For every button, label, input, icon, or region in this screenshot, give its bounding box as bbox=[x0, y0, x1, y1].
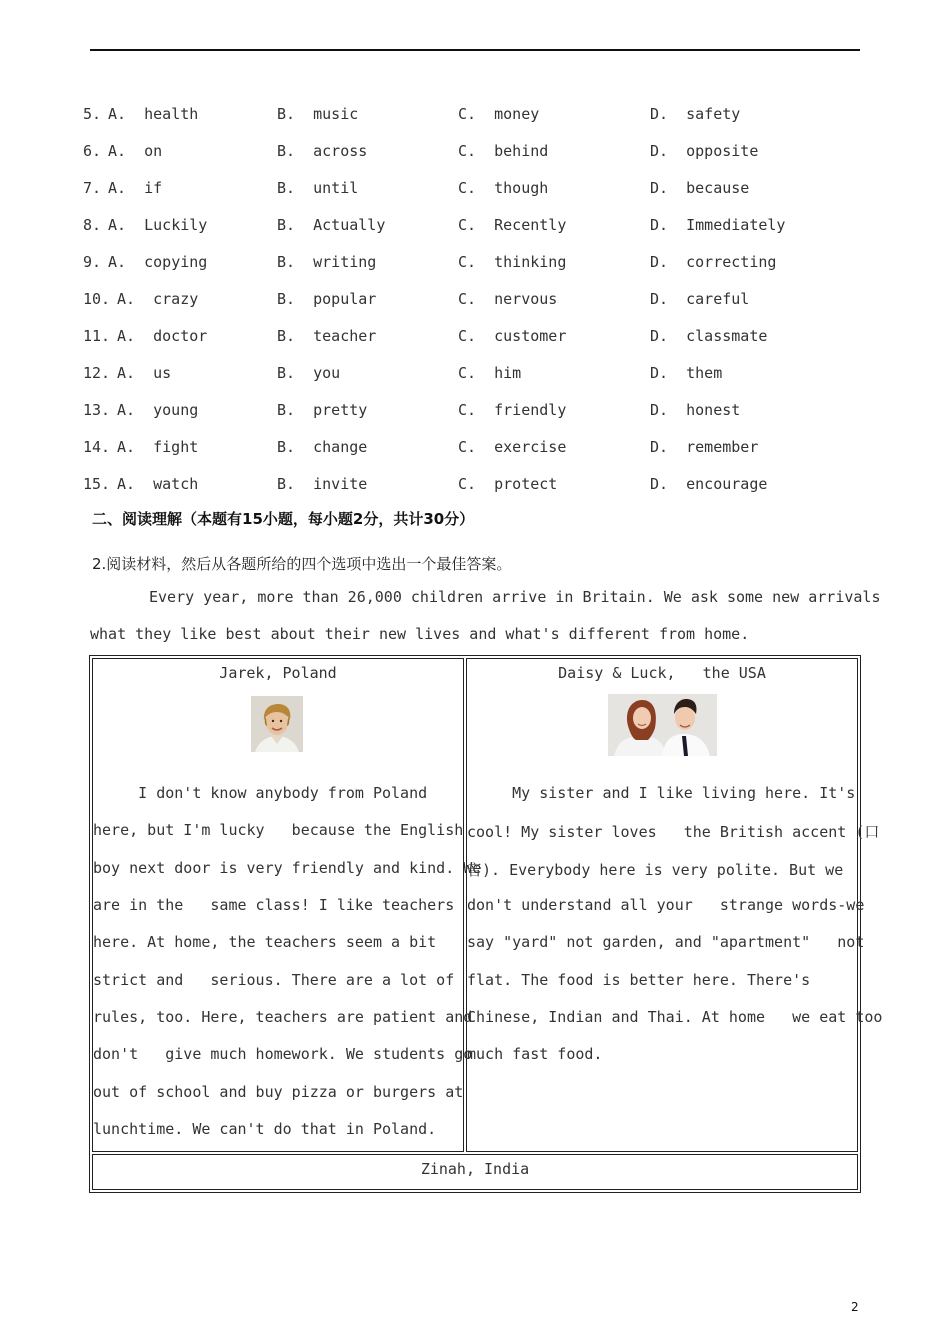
option-c: C. though bbox=[458, 179, 549, 197]
option-a: A. fight bbox=[117, 438, 199, 456]
option-d: D. Immediately bbox=[650, 216, 786, 234]
option-c: C. nervous bbox=[458, 290, 558, 308]
option-a: A. crazy bbox=[117, 290, 199, 308]
question-number: 14. bbox=[83, 438, 111, 456]
option-b: B. Actually bbox=[277, 216, 386, 234]
cloze-row-7 bbox=[0, 179, 950, 203]
option-c: C. exercise bbox=[458, 438, 567, 456]
option-b: B. teacher bbox=[277, 327, 377, 345]
daisy-line: flat. The food is better here. There's bbox=[467, 971, 811, 989]
option-a: A. Luckily bbox=[108, 216, 208, 234]
daisy-line: Chinese, Indian and Thai. At home we eat too bbox=[467, 1008, 883, 1026]
cloze-row-11 bbox=[0, 327, 950, 351]
cloze-row-10 bbox=[0, 290, 950, 314]
jarek-line: here, but I'm lucky because the English bbox=[93, 821, 464, 839]
question-number: 12. bbox=[83, 364, 111, 382]
question-number: 10. bbox=[83, 290, 111, 308]
cloze-row-13 bbox=[0, 401, 950, 425]
jarek-photo bbox=[251, 696, 303, 752]
jarek-line: here. At home, the teachers seem a bit bbox=[93, 933, 437, 951]
cloze-row-9 bbox=[0, 253, 950, 277]
daisy-line: 音). Everybody here is very polite. But we bbox=[467, 861, 844, 879]
cloze-row-12 bbox=[0, 364, 950, 388]
daisy-line: don't understand all your strange words-we bbox=[467, 896, 865, 914]
option-d: D. honest bbox=[650, 401, 741, 419]
daisy-line: My sister and I like living here. It's bbox=[467, 784, 856, 802]
question-number: 8. bbox=[83, 216, 102, 234]
question-number: 7. bbox=[83, 179, 102, 197]
option-c: C. him bbox=[458, 364, 522, 382]
question-number: 5. bbox=[83, 105, 102, 123]
option-b: B. you bbox=[277, 364, 341, 382]
option-b: B. popular bbox=[277, 290, 377, 308]
section-title: 二、阅读理解（本题有15小题，每小题2分，共计30分） bbox=[92, 510, 475, 528]
option-b: B. writing bbox=[277, 253, 377, 271]
question-number: 15. bbox=[83, 475, 111, 493]
cloze-row-14 bbox=[0, 438, 950, 462]
cloze-row-15 bbox=[0, 475, 950, 499]
zinah-heading: Zinah, India bbox=[420, 1160, 530, 1178]
option-b: B. change bbox=[277, 438, 368, 456]
question-number: 13. bbox=[83, 401, 111, 419]
jarek-line: don't give much homework. We students go bbox=[93, 1045, 473, 1063]
option-a: A. young bbox=[117, 401, 199, 419]
jarek-line: out of school and buy pizza or burgers at bbox=[93, 1083, 464, 1101]
jarek-line: rules, too. Here, teachers are patient and bbox=[93, 1008, 473, 1026]
jarek-line: are in the same class! I like teachers bbox=[93, 896, 455, 914]
option-a: A. health bbox=[108, 105, 199, 123]
option-d: D. remember bbox=[650, 438, 759, 456]
option-d: D. opposite bbox=[650, 142, 759, 160]
daisy-heading: Daisy & Luck, the USA bbox=[558, 664, 766, 682]
option-d: D. safety bbox=[650, 105, 741, 123]
daisy-line: say "yard" not garden, and "apartment" not bbox=[467, 933, 865, 951]
intro-line-1: Every year, more than 26,000 children arrive in Britain. We ask some new arrivals bbox=[149, 588, 881, 606]
option-c: C. thinking bbox=[458, 253, 567, 271]
option-c: C. customer bbox=[458, 327, 567, 345]
cloze-row-5 bbox=[0, 105, 950, 129]
header-rule bbox=[90, 49, 860, 51]
page-number: 2 bbox=[851, 1300, 859, 1314]
option-b: B. invite bbox=[277, 475, 368, 493]
option-c: C. protect bbox=[458, 475, 558, 493]
option-a: A. if bbox=[108, 179, 163, 197]
jarek-line: I don't know anybody from Poland bbox=[93, 784, 428, 802]
option-d: D. correcting bbox=[650, 253, 777, 271]
reading-instruction: 2.阅读材料，然后从各题所给的四个选项中选出一个最佳答案。 bbox=[92, 555, 512, 573]
option-d: D. classmate bbox=[650, 327, 768, 345]
question-number: 9. bbox=[83, 253, 102, 271]
option-d: D. encourage bbox=[650, 475, 768, 493]
question-number: 11. bbox=[83, 327, 111, 345]
jarek-line: boy next door is very friendly and kind. We bbox=[93, 859, 482, 877]
daisy-luck-photo bbox=[608, 694, 717, 756]
cloze-row-6 bbox=[0, 142, 950, 166]
option-a: A. copying bbox=[108, 253, 208, 271]
daisy-line: much fast food. bbox=[467, 1045, 603, 1063]
jarek-line: strict and serious. There are a lot of bbox=[93, 971, 455, 989]
option-b: B. pretty bbox=[277, 401, 368, 419]
option-c: C. behind bbox=[458, 142, 549, 160]
option-d: D. them bbox=[650, 364, 723, 382]
question-number: 6. bbox=[83, 142, 102, 160]
jarek-heading: Jarek, Poland bbox=[219, 664, 337, 682]
option-b: B. until bbox=[277, 179, 359, 197]
option-d: D. because bbox=[650, 179, 750, 197]
option-a: A. on bbox=[108, 142, 163, 160]
option-b: B. across bbox=[277, 142, 368, 160]
jarek-line: lunchtime. We can't do that in Poland. bbox=[93, 1120, 437, 1138]
option-b: B. music bbox=[277, 105, 359, 123]
option-a: A. us bbox=[117, 364, 172, 382]
option-c: C. money bbox=[458, 105, 540, 123]
option-d: D. careful bbox=[650, 290, 750, 308]
daisy-line: cool! My sister loves the British accent (口 bbox=[467, 823, 880, 841]
option-a: A. doctor bbox=[117, 327, 208, 345]
intro-line-2: what they like best about their new lives and what's different from home. bbox=[90, 625, 750, 643]
option-a: A. watch bbox=[117, 475, 199, 493]
option-c: C. friendly bbox=[458, 401, 567, 419]
cloze-row-8 bbox=[0, 216, 950, 240]
option-c: C. Recently bbox=[458, 216, 567, 234]
